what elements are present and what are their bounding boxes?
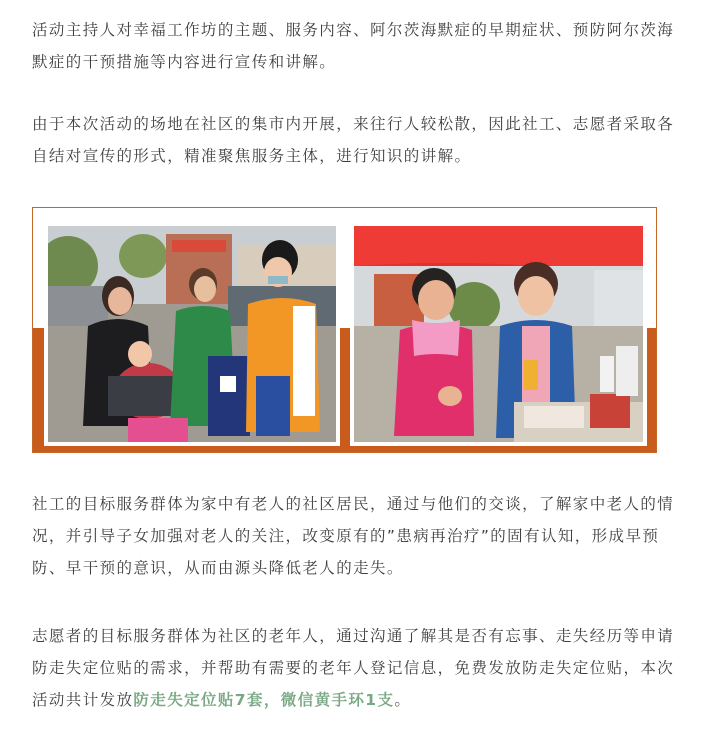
photo-frame (32, 207, 657, 453)
photo-market-outreach-image (48, 226, 336, 442)
paragraph-social-worker-target: 社工的目标服务群体为家中有老人的社区居民，通过与他们的交谈，了解家中老人的情况，并引导子女加强对老人的关注，改变原有的”患病再治疗”的固有认知，形成早预防、早干预的意识，从而由源头降低老人的走失。 (32, 495, 675, 577)
photo-elderly-consultation (350, 222, 647, 446)
paragraph-venue-format: 由于本次活动的场地在社区的集市内开展，来往行人较松散，因此社工、志愿者采取各自结对宣传的形式，精准聚焦服务主体，进行知识的讲解。 (32, 115, 675, 165)
photo-elderly-consultation-image (354, 226, 643, 442)
paragraph-volunteer-target (32, 620, 682, 716)
paragraph-volunteer-end: 。 (394, 691, 412, 709)
paragraph-activity-intro: 活动主持人对幸福工作坊的主题、服务内容、阿尔茨海默症的早期症状、预防阿尔茨海默症的干预措施等内容进行宣传和讲解。 (32, 21, 675, 71)
distribution-highlight: 防走失定位贴7套，微信黄手环1支 (133, 691, 395, 709)
paragraph-volunteer-text: 志愿者的目标服务群体为社区的老年人，通过沟通了解其是否有忘事、走失经历等申请防走失定位贴的需求，并帮助有需要的老年人登记信息，免费发放防走失定位贴，本次活动共计发放 (32, 627, 675, 709)
photo-market-outreach (44, 222, 340, 446)
